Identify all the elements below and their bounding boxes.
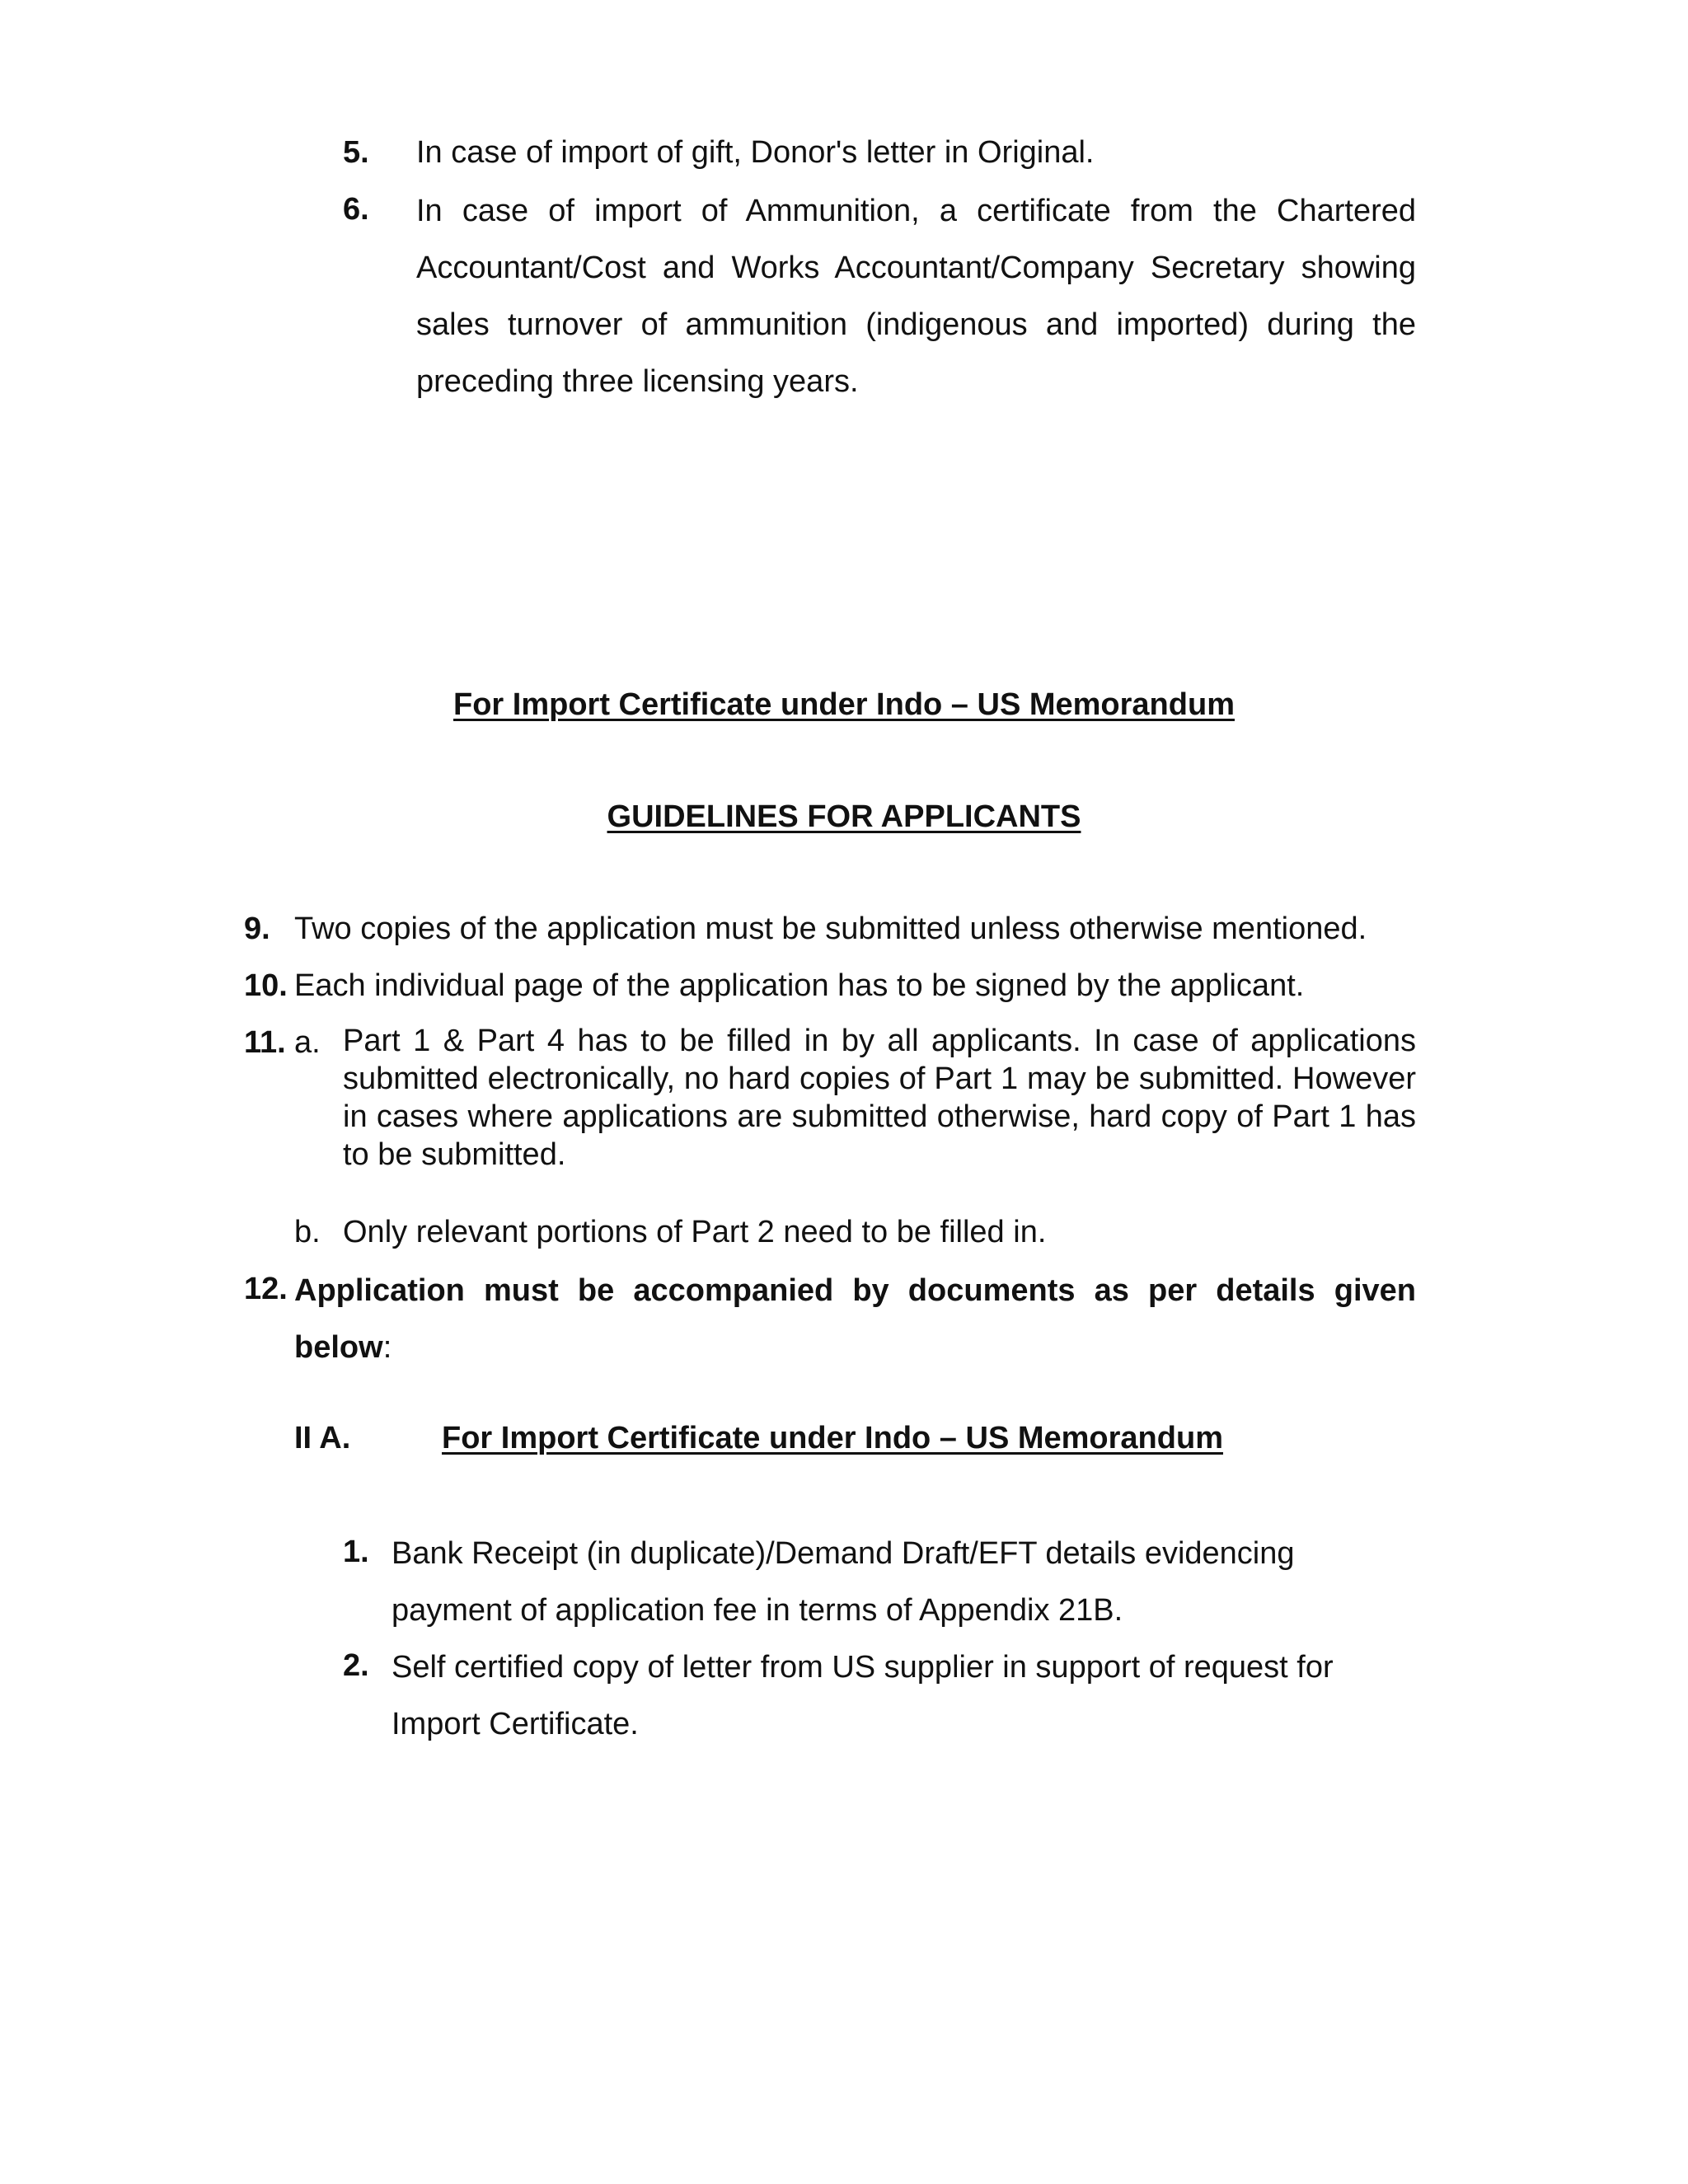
section-heading: For Import Certificate under Indo – US Memorandum: [453, 687, 1235, 722]
guideline-number: 10.: [244, 968, 288, 1003]
list-item-text: Self certified copy of letter from US supplier in support of request for Import Certificate.: [392, 1650, 1334, 1741]
guideline-text-bold: Application must be accompanied by documents as per details given below: [294, 1273, 1416, 1365]
guideline-number: 11.: [244, 1025, 286, 1060]
list-number: 1.: [343, 1535, 369, 1569]
list-item-text: In case of import of gift, Donor's letter in Original.: [416, 135, 1095, 170]
guideline-text: [294, 1263, 1416, 1376]
guideline-text-tail: :: [382, 1330, 392, 1365]
guideline-number: 12.: [244, 1272, 288, 1306]
list-item-text: In case of import of Ammunition, a certificate from the Chartered Accountant/Cost and Works Accountant/Company Secretary showing sales turnover of ammunition (indigenous and imported) during the preceding three licensing years.: [416, 194, 1416, 399]
list-number: 5.: [343, 135, 369, 170]
section-label: II A.: [294, 1421, 351, 1455]
page-title: GUIDELINES FOR APPLICANTS: [607, 799, 1081, 834]
list-number: 6.: [343, 192, 369, 227]
sub-item-text: Only relevant portions of Part 2 need to be filled in.: [343, 1215, 1047, 1249]
sub-item-text: Part 1 & Part 4 has to be filled in by all applicants. In case of applications submitted electronically, no hard copies of Part 1 may be submitted. However in cases where applications are submitted otherwise, hard copy of Part 1 has to be submitted.: [343, 1024, 1416, 1172]
list-item-text: Bank Receipt (in duplicate)/Demand Draft/EFT details evidencing payment of application fee in terms of Appendix 21B.: [392, 1536, 1295, 1628]
guideline-number: 9.: [244, 912, 270, 946]
guideline-text: Two copies of the application must be submitted unless otherwise mentioned.: [294, 912, 1367, 946]
guideline-text: Each individual page of the application has to be signed by the applicant.: [294, 968, 1305, 1003]
sub-item-label: a.: [294, 1025, 321, 1060]
sub-item-label: b.: [294, 1215, 321, 1249]
section-title: For Import Certificate under Indo – US Memorandum: [442, 1421, 1223, 1455]
list-number: 2.: [343, 1648, 369, 1683]
